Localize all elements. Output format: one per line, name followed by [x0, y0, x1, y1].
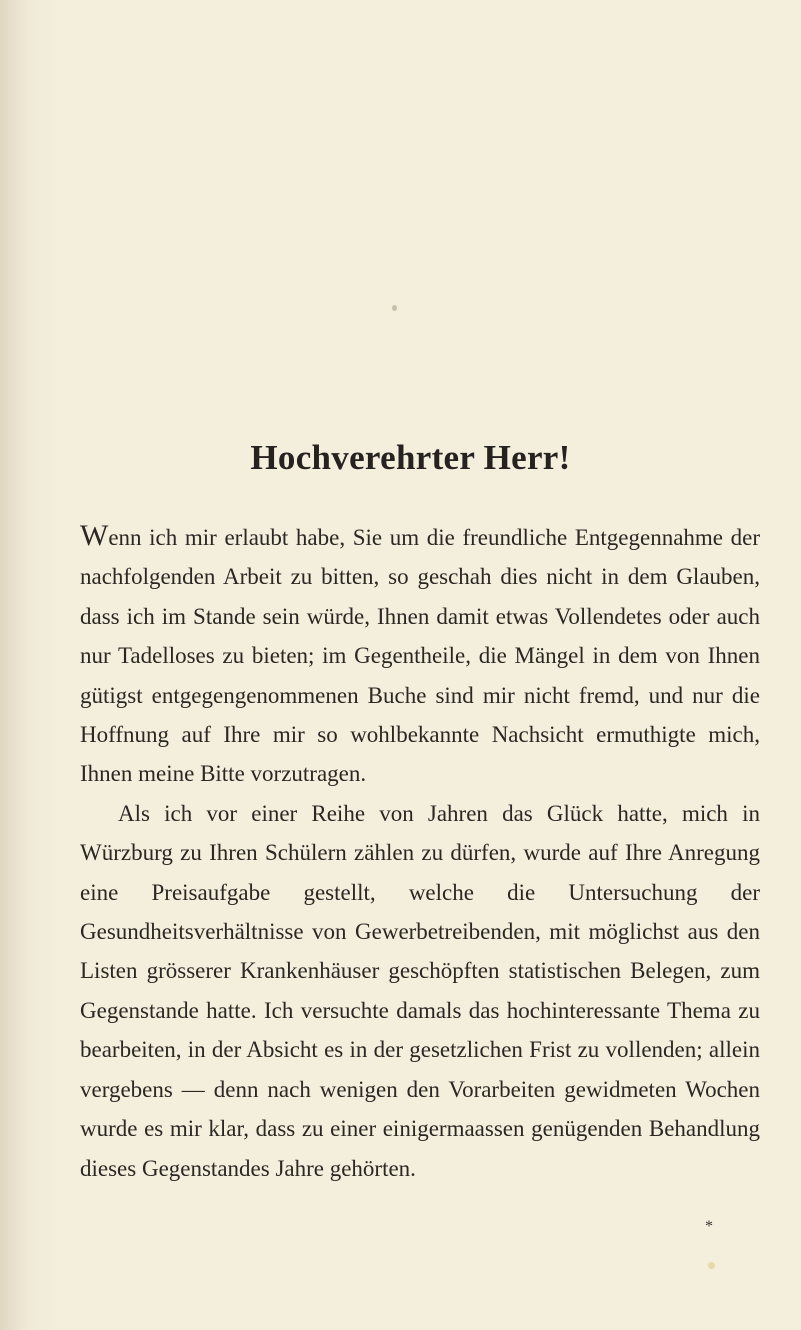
- letter-salutation: Hochverehrter Herr!: [250, 438, 571, 478]
- paragraph-2: [80, 794, 760, 1188]
- paragraph-2-text: Als ich vor einer Reihe von Jahren das Glück hatte, mich in Würzburg zu Ihren Schülern zählen zu dürfen, wurde auf Ihre Anregung eine Preisaufgabe gestellt, welche die Untersuchung der Gesundheitsverhältnisse von Gewerbetreibenden, mit möglichst aus den Listen grösserer Krankenhäuser geschöpften statistischen Belegen, zum Gegenstande hatte. Ich versuchte damals das hochinteressante Thema zu bearbeiten, in der Absicht es in der gesetzlichen Frist zu vollenden; allein vergebens — denn nach wenigen den Vorarbeiten gewidmeten Wochen wurde es mir klar, dass zu einer einigermaassen genügenden Behandlung dieses Gegenstandes Jahre gehörten.: [80, 800, 760, 1181]
- initial-letter: W: [80, 519, 109, 552]
- letter-body: [80, 516, 760, 1188]
- signature-mark: *: [705, 1218, 713, 1235]
- paper-speck: [392, 305, 397, 311]
- paper-speck: [708, 1262, 715, 1269]
- paragraph-1: [80, 516, 760, 794]
- paragraph-1-text: enn ich mir erlaubt habe, Sie um die freundliche Entgegennahme der nachfolgenden Arbeit zu bitten, so geschah dies nicht in dem Glauben, dass ich im Stande sein würde, Ihnen damit etwas Vollendetes oder auch nur Tadelloses zu bieten; im Gegentheile, die Mängel in dem von Ihnen gütigst entgegengenommenen Buche sind mir nicht fremd, und nur die Hoffnung auf Ihre mir so wohlbekannte Nachsicht ermuthigte mich, Ihnen meine Bitte vorzutragen.: [80, 525, 760, 787]
